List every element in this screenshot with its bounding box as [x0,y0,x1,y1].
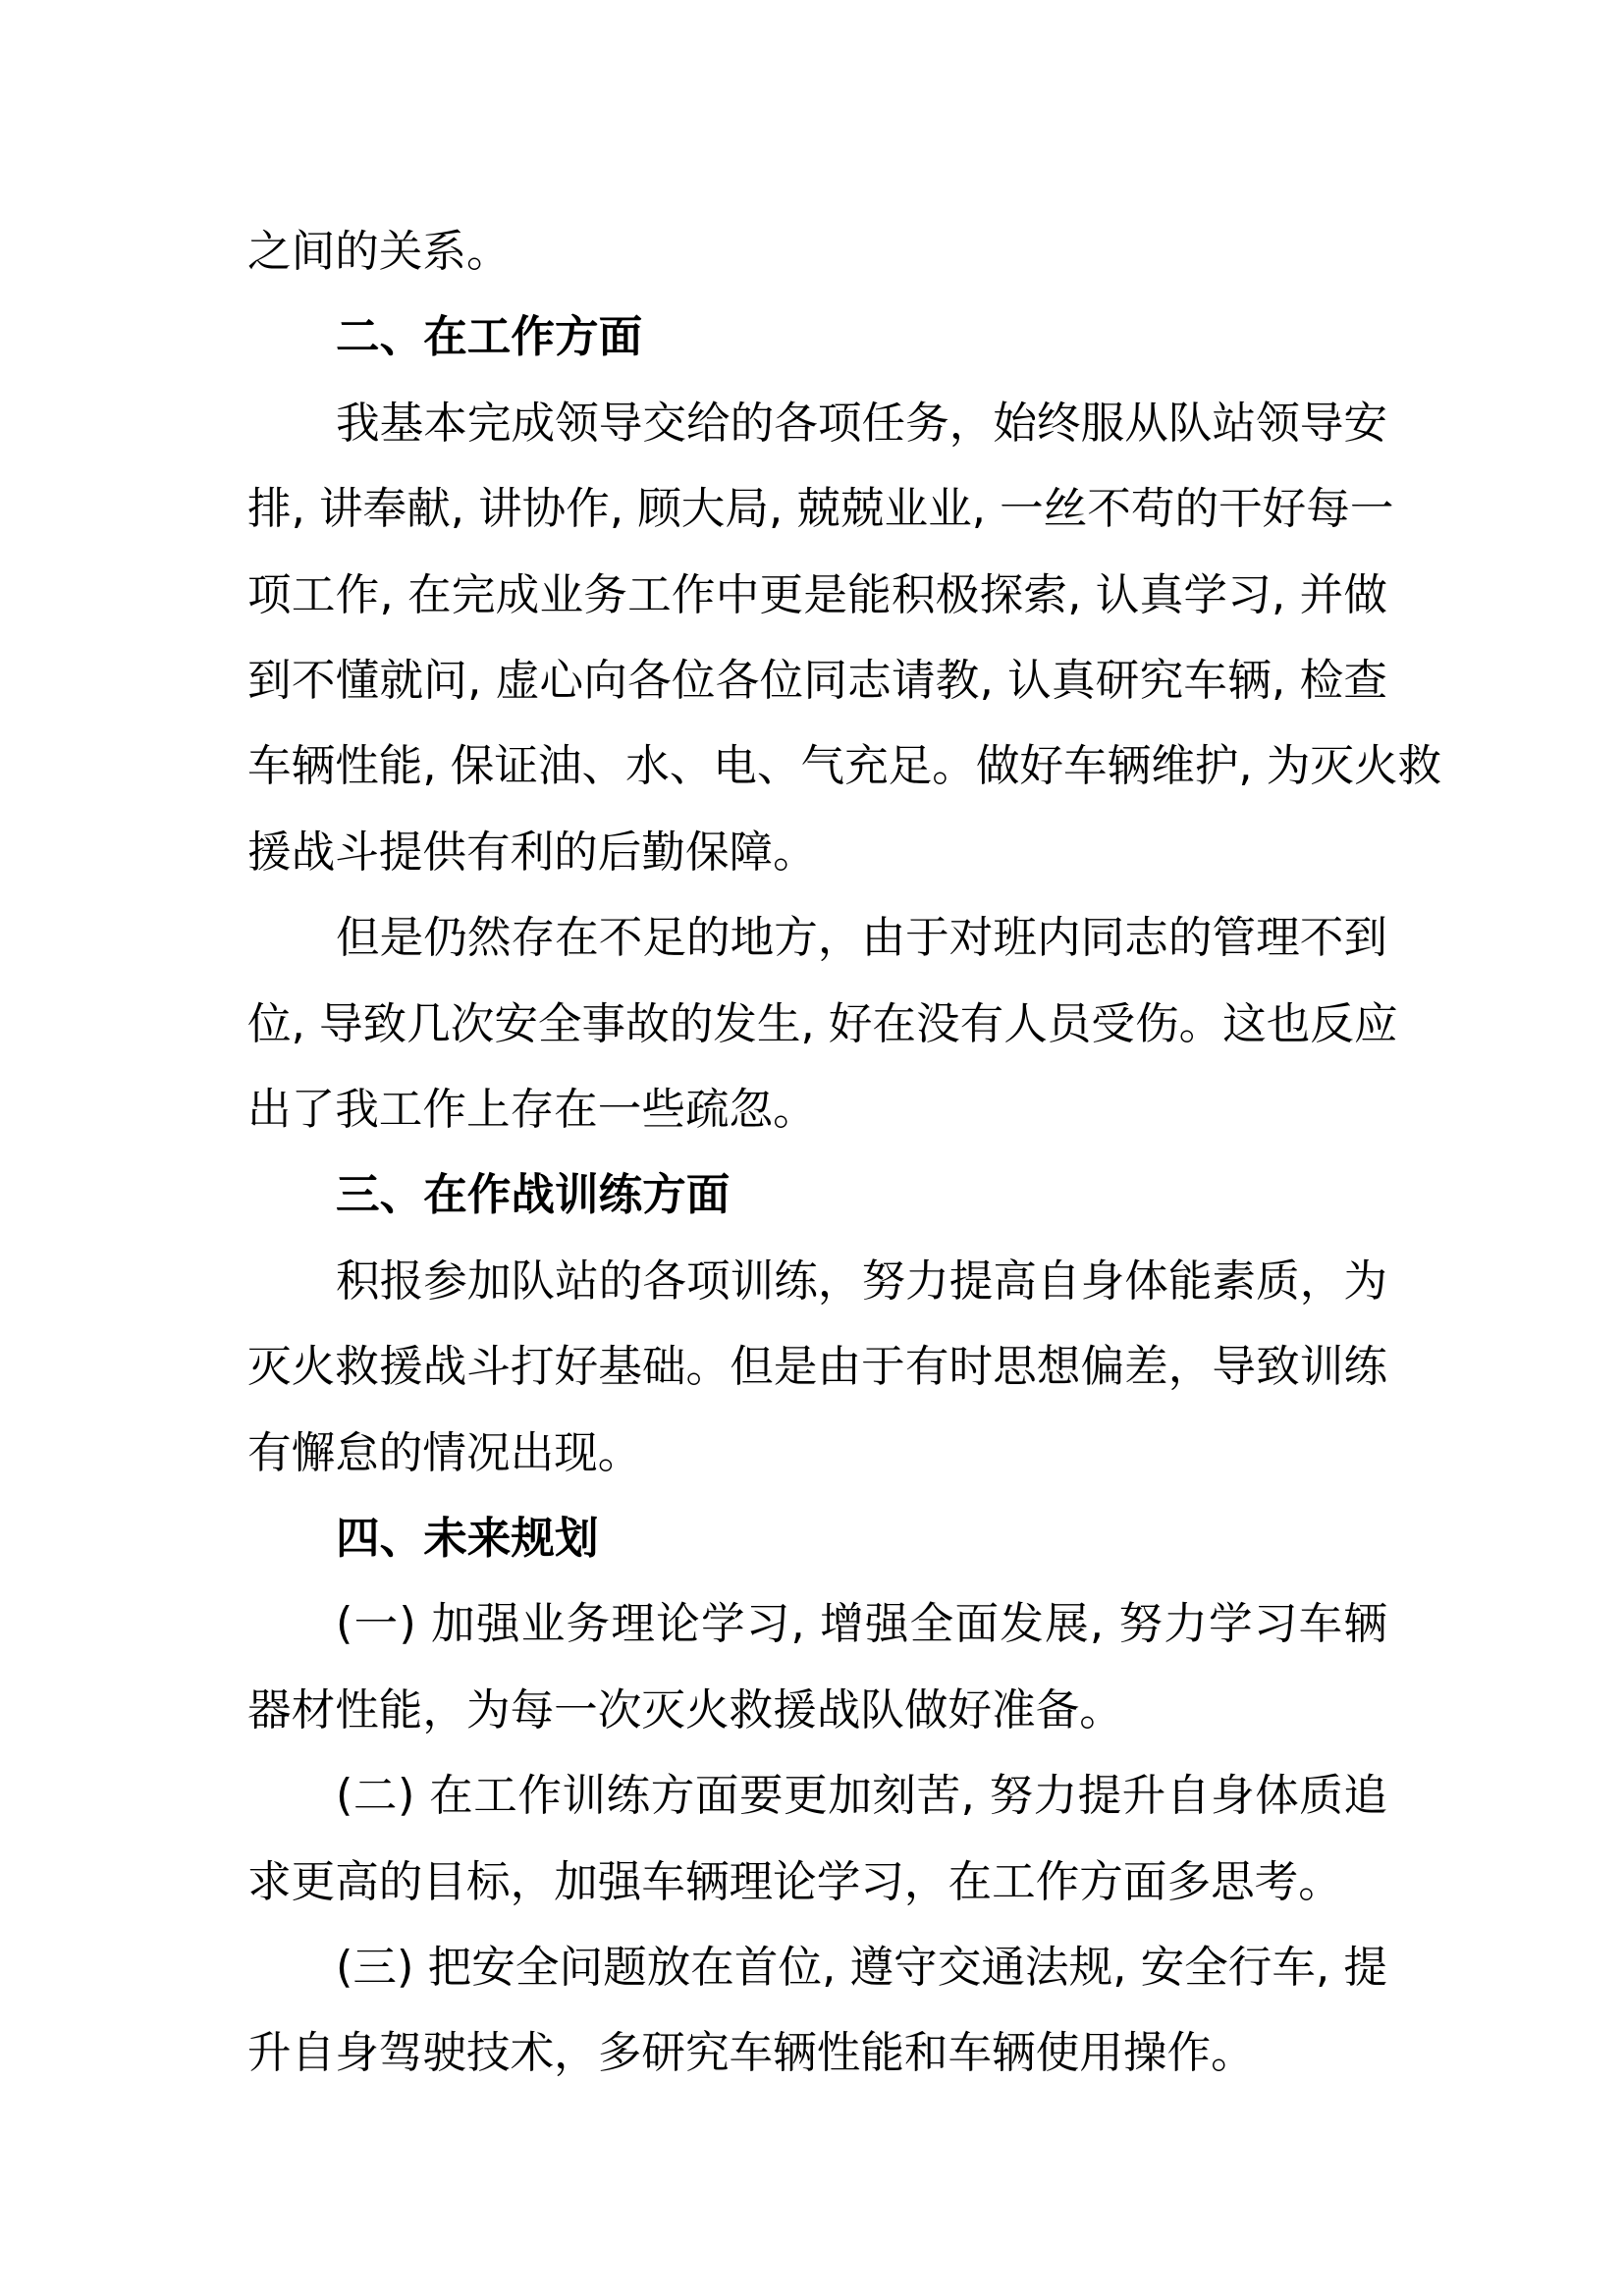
section-heading: 四、未来规划 [336,1513,599,1564]
paragraph-line: 求更高的目标，加强车辆理论学习，在工作方面多思考。 [247,1855,1342,1907]
paragraph-line: 有懈怠的情况出现。 [247,1426,642,1478]
paragraph-line: 项工作, 在完成业务工作中更是能积极探索, 认真学习, 并做 [247,568,1387,620]
paragraph-line: 之间的关系。 [247,226,511,277]
section-heading: 二、在工作方面 [336,311,643,363]
paragraph-line: (一) 加强业务理论学习, 增强全面发展, 努力学习车辆 [336,1598,1387,1650]
paragraph-line: 积报参加队站的各项训练，努力提高自身体能素质，为 [336,1255,1387,1307]
paragraph-line: 到不懂就问, 虚心向各位各位同志请教, 认真研究车辆, 检查 [247,655,1387,706]
paragraph-line: 灭火救援战斗打好基础。但是由于有时思想偏差，导致训练 [247,1341,1387,1393]
paragraph-line: 排, 讲奉献, 讲协作, 顾大局, 兢兢业业, 一丝不苟的干好每一 [247,483,1394,535]
paragraph-line: 升自身驾驶技术，多研究车辆性能和车辆使用操作。 [247,2027,1255,2079]
paragraph-line: (二) 在工作训练方面要更加刻苦, 努力提升自身体质追 [336,1770,1387,1822]
paragraph-line: 我基本完成领导交给的各项任务，始终服从队站领导安 [336,397,1387,449]
paragraph-line: (三) 把安全问题放在首位, 遵守交通法规, 安全行车, 提 [336,1942,1387,1993]
paragraph-line: 车辆性能, 保证油、水、电、气充足。做好车辆维护, 为灭火救 [247,740,1442,792]
section-heading: 三、在作战训练方面 [336,1169,731,1221]
paragraph-line: 出了我工作上存在一些疏忽。 [247,1084,817,1135]
paragraph-line: 援战斗提供有利的后勤保障。 [247,826,817,878]
paragraph-line: 但是仍然存在不足的地方，由于对班内同志的管理不到 [336,912,1387,964]
paragraph-line: 位, 导致几次安全事故的发生, 好在没有人员受伤。这也反应 [247,997,1398,1049]
paragraph-line: 器材性能，为每一次灭火救援战队做好准备。 [247,1683,1123,1735]
